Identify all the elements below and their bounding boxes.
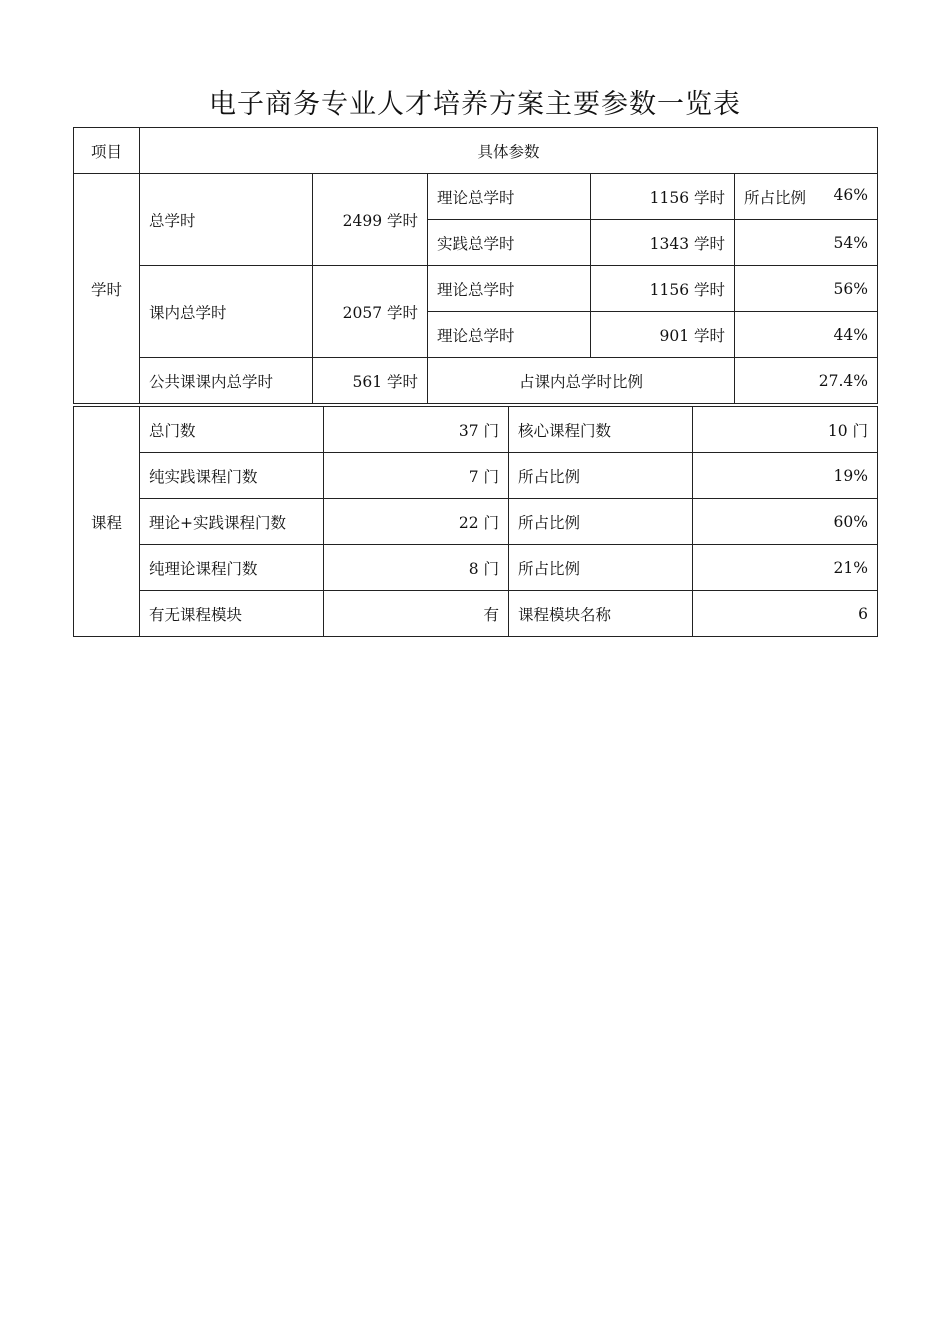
- header-row: [74, 128, 878, 174]
- course-metric-label: 纯实践课程门数: [140, 453, 324, 499]
- course-table: [73, 406, 878, 637]
- ratio-value: 56%: [735, 266, 878, 312]
- practice-hours-label: 实践总学时: [428, 220, 591, 266]
- table-row: [74, 266, 878, 312]
- public-ratio-value: 27.4%: [735, 358, 878, 404]
- course-metric-value: 8 门: [324, 545, 509, 591]
- course-metric-value: 22 门: [324, 499, 509, 545]
- total-hours-value: 2499 学时: [313, 174, 428, 266]
- page-title: 电子商务专业人才培养方案主要参数一览表: [209, 89, 741, 120]
- course-metric-value: 有: [324, 591, 509, 637]
- ratio-value: 54%: [735, 220, 878, 266]
- course-metric-label: 总门数: [140, 407, 324, 453]
- theory-hours-label: 理论总学时: [428, 174, 591, 220]
- course-metric-value: 7 门: [324, 453, 509, 499]
- ratio-cell: [735, 174, 878, 220]
- table-row: [74, 591, 878, 637]
- ratio-value: 44%: [735, 312, 878, 358]
- course-metric-value: 10 门: [693, 407, 878, 453]
- total-hours-label: 总学时: [140, 174, 313, 266]
- in-class-hours-label: 课内总学时: [140, 266, 313, 358]
- course-metric-label: 所占比例: [509, 499, 693, 545]
- course-metric-value: 37 门: [324, 407, 509, 453]
- theory-hours-label: 理论总学时: [428, 266, 591, 312]
- hours-table: [73, 127, 878, 404]
- ratio-label: 所占比例: [744, 188, 807, 207]
- course-metric-value: 60%: [693, 499, 878, 545]
- table-row: [74, 174, 878, 220]
- ratio-value: 46%: [833, 185, 868, 204]
- table-row: [74, 545, 878, 591]
- theory-hours-label: 理论总学时: [428, 312, 591, 358]
- practice-hours-value: 1343 学时: [591, 220, 735, 266]
- table-row: [74, 358, 878, 404]
- public-hours-label: 公共课课内总学时: [140, 358, 313, 404]
- public-hours-value: 561 学时: [313, 358, 428, 404]
- table-row: [74, 499, 878, 545]
- table-row: [74, 407, 878, 453]
- public-ratio-label: 占课内总学时比例: [428, 358, 735, 404]
- table-row: [74, 453, 878, 499]
- course-metric-label: 核心课程门数: [509, 407, 693, 453]
- course-metric-label: 有无课程模块: [140, 591, 324, 637]
- in-class-hours-value: 2057 学时: [313, 266, 428, 358]
- header-item: 项目: [74, 128, 140, 174]
- courses-label: 课程: [74, 407, 140, 637]
- course-metric-label: 理论+实践课程门数: [140, 499, 324, 545]
- course-metric-label: 课程模块名称: [509, 591, 693, 637]
- course-metric-value: 19%: [693, 453, 878, 499]
- course-metric-value: 6: [693, 591, 878, 637]
- theory-hours-value: 1156 学时: [591, 266, 735, 312]
- course-metric-label: 所占比例: [509, 453, 693, 499]
- theory-hours-value: 1156 学时: [591, 174, 735, 220]
- course-metric-label: 纯理论课程门数: [140, 545, 324, 591]
- theory-hours-value: 901 学时: [591, 312, 735, 358]
- course-metric-label: 所占比例: [509, 545, 693, 591]
- hours-label: 学时: [74, 174, 140, 404]
- course-metric-value: 21%: [693, 545, 878, 591]
- header-params: 具体参数: [140, 128, 878, 174]
